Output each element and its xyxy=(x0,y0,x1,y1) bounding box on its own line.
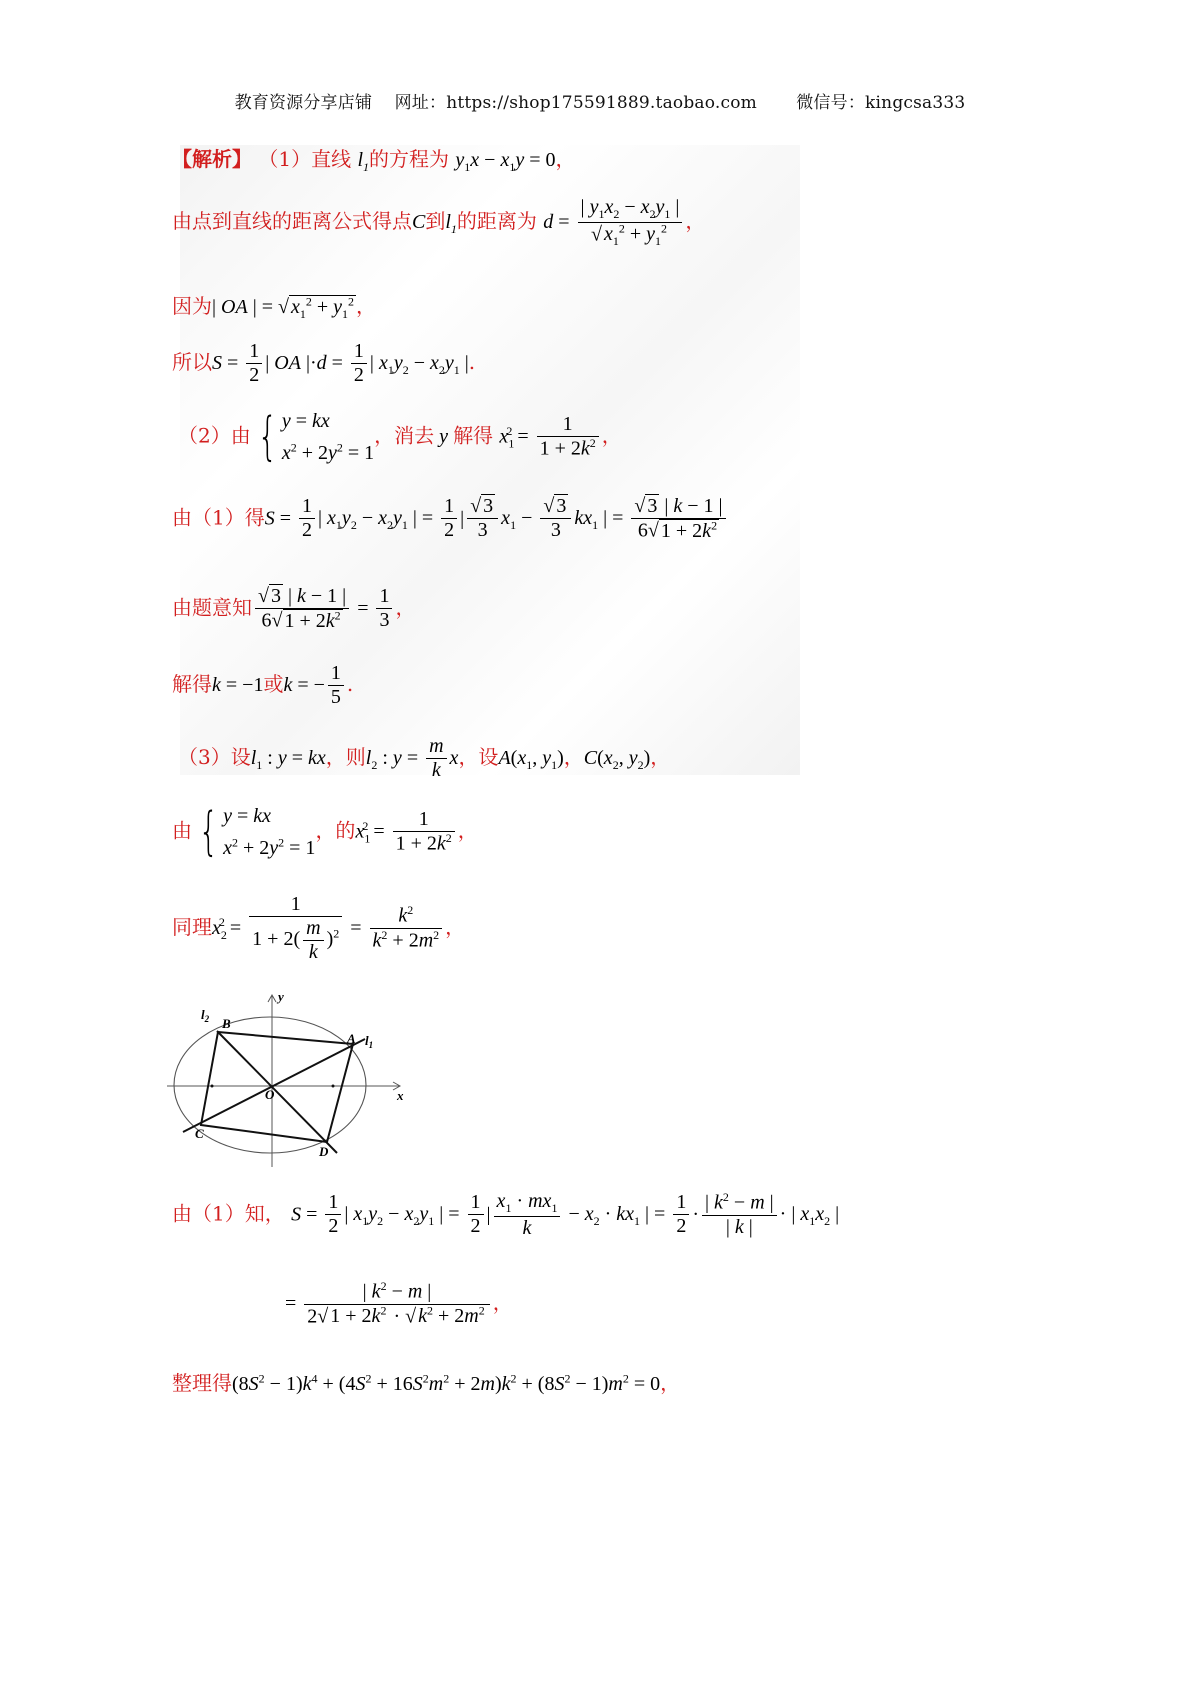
analysis-part3-line-5: = $\frac{| k^2 - m |}{2√ 1 + 2k^2 \cdot √ k^2 + 2m^2}$ ， xyxy=(285,1279,513,1328)
from1-know-text: 由（1）知， xyxy=(172,1201,285,1226)
quadrilateral-ABDC xyxy=(201,1032,353,1142)
label-B: B xyxy=(222,1016,231,1031)
dist-text: 由点到直线的距离公式得点 xyxy=(172,209,412,234)
from1-text: 由（1）得 xyxy=(172,505,265,530)
label-y: y xyxy=(278,989,284,1004)
similarly-text: 同理 xyxy=(172,915,212,939)
label-A: A xyxy=(347,1031,356,1046)
analysis-tag: 【解析】 xyxy=(172,147,252,171)
analysis-part2-line-1: （2）由 { y = kx $x^2 + 2y^2 = 1$ ，消去 y 解得 $x_1^2$ = $\frac{1}{1 + 2k^2}$ ， xyxy=(178,407,622,467)
get-text: ，的 xyxy=(315,818,356,843)
label-C: C xyxy=(195,1126,204,1141)
analysis-part3-line-2: 由 { y = kx $x^2 + 2y^2 = 1$ ，的$x_1^2$ = $\frac{1}{1 + 2k^2}$ ， xyxy=(172,802,478,862)
analysis-line-3: 因为| OA | = √ $x_1^2 + y_1^2$ ， xyxy=(172,294,377,321)
part2-intro: （2）由 xyxy=(178,423,251,448)
then-text: ，则 xyxy=(325,745,366,769)
analysis-line-2: 由点到直线的距离公式得点C到$l_1$的距离为 d = $\frac{| y_1x_2 - x_2y_1 |}{√ x_1^2 + y_1^2}$ ， xyxy=(172,196,706,249)
label-x: x xyxy=(397,1088,404,1103)
page-header xyxy=(0,88,1200,113)
to-text: 到 xyxy=(425,209,446,234)
so-text: 所以 xyxy=(172,350,212,374)
eliminate-text: ，消去 xyxy=(374,423,435,448)
wechat-label: 微信号： xyxy=(796,93,866,113)
analysis-part3-line-1: （3）设$l_1$ : y = kx，则$l_2$ : y = $\frac{m}{k}$ x，设$A(x_1$, $y_1$)，$C(x_2$, $y_2$)， xyxy=(178,735,671,781)
by-problem-text: 由题意知 xyxy=(172,595,252,620)
analysis-part3-line-3: 同理$x_2^2$ = 1 1 + 2( $\frac{m}{k}$ )$^2$ = $\frac{k^2}{k^2 + 2m^2}$ ， xyxy=(172,893,466,963)
label-D: D xyxy=(319,1144,329,1159)
part3-intro: （3）设 xyxy=(178,745,251,769)
label-O: O xyxy=(265,1087,275,1102)
result-prefix: 解得 xyxy=(172,672,212,696)
ellipse-figure xyxy=(165,985,425,1175)
wechat-id: kingcsa333 xyxy=(865,93,966,113)
let-text: ，设 xyxy=(458,745,499,769)
shop-name: 教育资源分享店铺 xyxy=(234,93,373,113)
analysis-part2-line-3: 由题意知 $\frac{√ 3 | k - 1 |}{6√ 1 + 2k^2}$ = $\frac{1}{3}$ ， xyxy=(172,585,416,632)
analysis-line-1: 【解析】 （1）直线 $l_1$的方程为 $y_1x - x_1y = 0$， xyxy=(172,147,576,174)
from-text: 由 xyxy=(172,818,192,843)
analysis-part2-line-2: 由（1）得S = $\frac{1}{2}$ | $x_1y_2 - x_2y_1$ | = $\frac{1}{2}$ | $\frac{√ 3}{3}$ $x_1$ − $\frac{√ 3}{3}$ $kx_1$ | = $\frac{√ 3 | k - 1 |}{6√ 1 + 2k^2}$ xyxy=(172,495,729,543)
site-label: 网址： xyxy=(394,93,447,113)
dist-is: 的距离为 xyxy=(456,209,537,234)
because-text: 因为 xyxy=(172,294,212,318)
analysis-part3-line-6: 整理得$(8S^2 - 1)k^4 + (4S^2 + 16S^2m^2 + 2m)k^2 + (8S^2 - 1)m^2 = 0$， xyxy=(172,1371,681,1395)
analysis-line-4: 所以S = $\frac{1}{2}$ | OA |·d = $\frac{1}{2}$ | $x_1y_2 - x_2y_1$ |. xyxy=(172,340,476,386)
or-text: 或 xyxy=(263,672,284,696)
analysis-part3-line-4: 由（1）知， S = $\frac{1}{2}$ | $x_1y_2 - x_2y_1$ | = $\frac{1}{2}$ | $\frac{x_1 \cdot mx_1}{k}$ − $x_2 \cdot kx_1$ | = $\frac{1}{2}$ · $\frac{| k^2 - m |}{| k |}$ · | $x_1x_2$ | xyxy=(172,1190,840,1239)
label-l2: $l_2$ xyxy=(201,1007,210,1024)
part1-intro: （1）直线 xyxy=(258,147,352,171)
label-l1: $l_1$ xyxy=(365,1033,374,1050)
part1-eq-text: 的方程为 xyxy=(369,147,450,171)
shop-url[interactable]: https://shop175591889.taobao.com xyxy=(446,93,757,113)
rearrange-text: 整理得 xyxy=(172,1371,232,1395)
focus-left xyxy=(211,1085,214,1088)
focus-right xyxy=(332,1085,335,1088)
solve-get-text: 解得 xyxy=(453,423,494,448)
analysis-part2-line-4: 解得k = −1或k = − $\frac{1}{5}$ . xyxy=(172,662,354,708)
